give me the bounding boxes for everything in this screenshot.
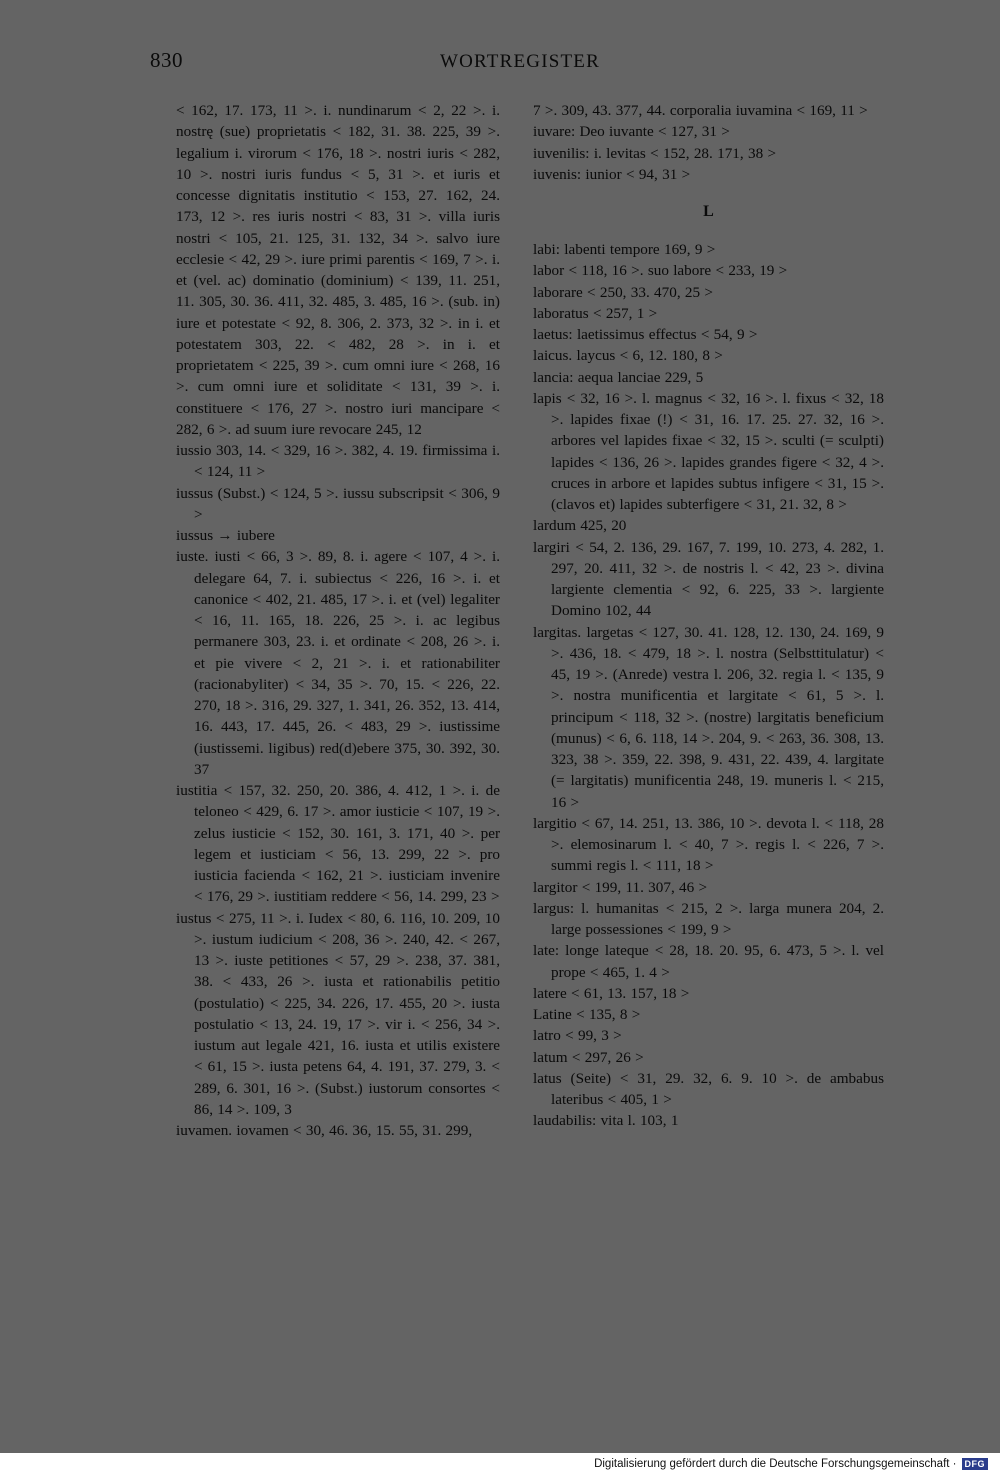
index-entry: laicus. laycus < 6, 12. 180, 8 >: [533, 347, 723, 365]
index-entry: lardum 425, 20: [533, 517, 627, 535]
index-entry: laboratus < 257, 1 >: [533, 304, 658, 322]
index-entry: 7 >. 309, 43. 377, 44. corporalia iuvamina < 169, 11 >: [533, 102, 868, 119]
footer-credit: [594, 1458, 988, 1470]
index-entry: iussio 303, 14. < 329, 16 >. 382, 4. 19. firmissima i. < 124, 11 >: [176, 442, 500, 481]
index-entry: iuvenilis: i. levitas < 152, 28. 171, 38 >: [533, 144, 777, 162]
index-entry: lapis < 32, 16 >. l. magnus < 32, 16 >. l. fixus < 32, 18 >. lapides fixae (!) < 31, 16. 17. 25. 27. 32, 16 >. arbores vel lapides fixae < 32, 15 >. sculti (= sculpti) lapides < 136, 26 >. lapides grandes figere < 32, 4 >. cruces in arbore et lapides subtus infigere < 31, 15 >. (clavos et) lapides subterfigere < 31, 21. 32, 8 >: [533, 389, 884, 513]
index-entry: iuste. iusti < 66, 3 >. 89, 8. i. agere < 107, 4 >. i. delegare 64, 7. i. subiectus < 226, 16 >. i. et canonice < 402, 21. 485, 17 >. i. et (vel) legaliter < 16, 11. 165, 18. 226, 25 >. i. ac legibus permanere 303, 23. i. et ordinate < 208, 26 >. i. et pie vivere < 2, 21 >. i. et rationabiliter (racionabyliter) < 34, 35 >. 70, 15. < 226, 22. 270, 18 >. 316, 29. 327, 1. 341, 26. 352, 13. 414, 16. 443, 17. 445, 26. < 483, 29 >. iustissime (iustissemi. ligibus) red(d)ebere 375, 30. 392, 30. 37: [176, 548, 500, 778]
index-entry: latum < 297, 26 >: [533, 1048, 644, 1066]
index-entry: largitor < 199, 11. 307, 46 >: [533, 878, 708, 896]
index-entry: < 162, 17. 173, 11 >. i. nundinarum < 2, 22 >. i. nostrę (sue) proprietatis < 182, 31. 38. 225, 39 >. legalium i. virorum < 176, 18 >. nostri iuris < 282, 10 >. nostri iuris fundus < 5, 31 >. et iuris et concesse dignitatis institutio < 153, 27. 162, 24. 173, 12 >. res iuris nostri < 83, 31 >. villa iuris nostri < 105, 21. 125, 31. 132, 34 >. salvo iure ecclesie < 42, 29 >. iure primi parentis < 169, 7 >. i. et (vel. ac) dominatio (dominium) < 139, 11. 251, 11. 305, 30. 36. 411, 32. 485, 3. 485, 16 >. (sub. in) iure et potestate < 92, 8. 306, 2. 373, 32 >. in i. et potestatem 303, 22. < 482, 28 >. in i. et proprietatem < 225, 39 >. cum omni iure < 268, 16 >. cum omni iure et soliditate < 131, 39 >. i. constituere < 176, 27 >. nostro iuri mancipare < 282, 6 >. ad suum iure revocare 245, 12: [176, 102, 500, 438]
index-entry: iuvamen. iovamen < 30, 46. 36, 15. 55, 31. 299,: [176, 1122, 473, 1139]
index-entry: iustitia < 157, 32. 250, 20. 386, 4. 412, 1 >. i. de teloneo < 429, 6. 17 >. amor iusticie < 107, 19 >. zelus iusticie < 152, 30. 161, 3. 171, 40 >. per legem et iusticiam < 56, 13. 299, 22 >. pro iusticia facienda < 162, 21 >. iusticiam invenire < 176, 29 >. iustitiam reddere < 56, 14. 299, 23 >: [176, 782, 500, 906]
index-entry: largitas. largetas < 127, 30. 41. 128, 12. 130, 24. 169, 9 >. 436, 18. < 479, 18 >. l. nostra (Selbsttitulatur) < 45, 19 >. (Anrede) vestra l. 206, 32. regia l. < 135, 9 >. nostra munificentia et largitate < 61, 5 >. l. principum < 118, 32 >. (nostre) largitatis beneficium (munus) < 6, 6. 118, 14 >. 204, 9. < 263, 36. 308, 13. 323, 38 >. 359, 22. 398, 9. 431, 22. 439, 4. largitate (= largitatis) munificentia 248, 19. muneris l. < 215, 16 >: [533, 623, 884, 811]
index-entry: iuvare: Deo iuvante < 127, 31 >: [533, 123, 730, 141]
index-entry: late: longe lateque < 28, 18. 20. 95, 6. 473, 5 >. l. vel prope < 465, 1. 4 >: [533, 942, 884, 981]
index-entry: laetus: laetissimus effectus < 54, 9 >: [533, 326, 758, 343]
index-entry: lancia: aequa lanciae 229, 5: [533, 368, 704, 386]
right-column-bottom: [533, 239, 884, 1132]
index-entry: largiri < 54, 2. 136, 29. 167, 7. 199, 10. 273, 4. 282, 1. 297, 20. 411, 32 >. de nostris l. < 42, 23 >. divina largiente clementia < 92, 6. 225, 33 >. largiente Domino 102, 44: [533, 538, 884, 620]
index-entry: Latine < 135, 8 >: [533, 1006, 641, 1023]
index-entry: iustus < 275, 11 >. i. Iudex < 80, 6. 116, 10. 209, 10 >. iustum iudicium < 208, 36 >. 240, 42. < 267, 13 >. iuste petitiones < 57, 29 >. 238, 37. 381, 38. < 433, 26 >. iusta et rationabilis petitio (postulatio) < 225, 34. 226, 17. 455, 20 >. iusta postulatio < 13, 24. 19, 17 >. vir i. < 256, 34 >. iustum aut legale 421, 16. iusta et utilis existere < 61, 15 >. iusta petens 64, 4. 191, 37. 279, 3. < 289, 6. 301, 16 >. (Subst.) iustorum consortes < 86, 14 >. 109, 3: [176, 909, 500, 1118]
page-number: 830: [150, 48, 183, 72]
index-entry: latus (Seite) < 31, 29. 32, 6. 9. 10 >. de ambabus lateribus < 405, 1 >: [533, 1069, 884, 1108]
index-entry: latere < 61, 13. 157, 18 >: [533, 984, 690, 1002]
footer-text: Digitalisierung gefördert durch die Deutsche Forschungsgemeinschaft ·: [594, 1458, 957, 1470]
index-entry: labi: labenti tempore 169, 9 >: [533, 241, 716, 258]
left-column: [176, 100, 500, 1141]
right-column: [533, 100, 884, 1132]
index-entry: iussus (Subst.) < 124, 5 >. iussu subscripsit < 306, 9 >: [176, 484, 500, 523]
index-entry: latro < 99, 3 >: [533, 1027, 622, 1045]
index-entry: labor < 118, 16 >. suo labore < 233, 19 >: [533, 262, 788, 280]
running-head: WORTREGISTER: [440, 51, 600, 72]
section-letter: L: [703, 203, 714, 220]
index-entry: largitio < 67, 14. 251, 13. 386, 10 >. devota l. < 118, 28 >. elemosinarum l. < 40, 7 >. regis l. < 226, 7 >. summi regis l. < 111, 18 >: [533, 814, 884, 875]
index-entry: iuvenis: iunior < 94, 31 >: [533, 165, 691, 183]
index-entry: iussus → iubere: [176, 527, 275, 544]
right-column-top: [533, 100, 884, 185]
index-entry: laudabilis: vita l. 103, 1: [533, 1112, 679, 1130]
dfg-logo: DFG: [962, 1458, 989, 1470]
index-entry: laborare < 250, 33. 470, 25 >: [533, 283, 713, 301]
index-entry: largus: l. humanitas < 215, 2 >. larga munera 204, 2. large possessiones < 199, 9 >: [533, 899, 884, 938]
